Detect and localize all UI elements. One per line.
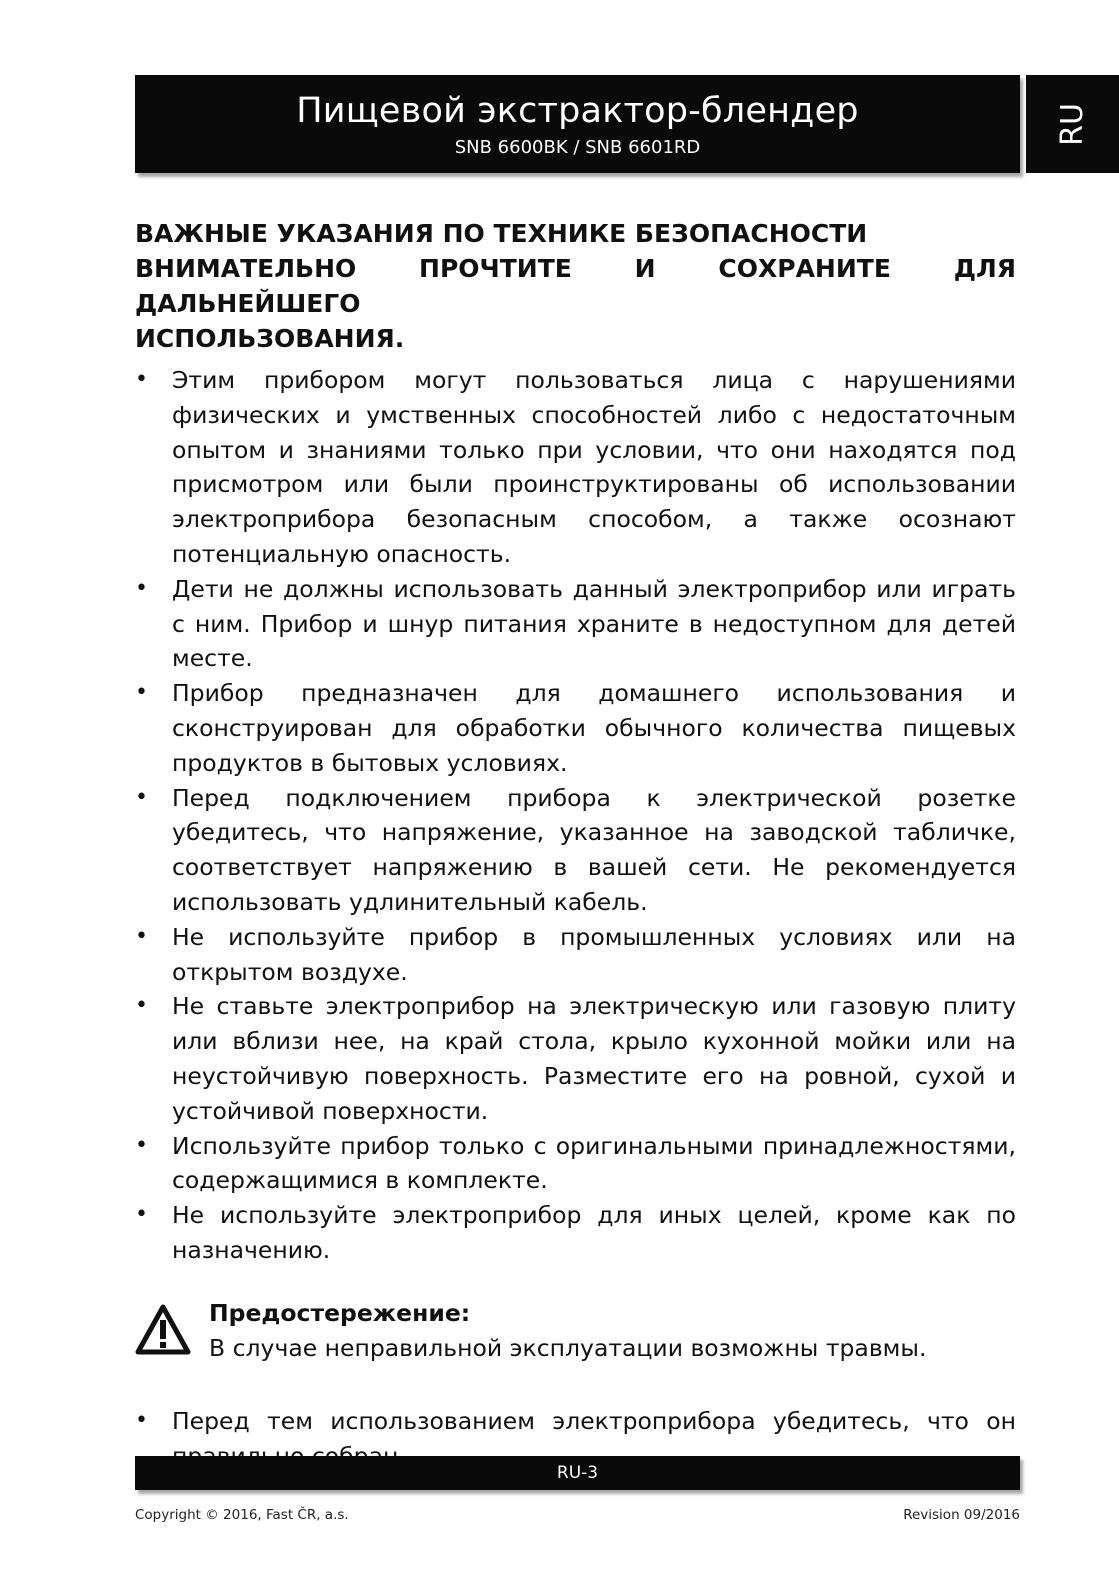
footer-bar <box>135 1456 1020 1490</box>
heading-line-3: ИСПОЛЬЗОВАНИЯ. <box>135 324 405 353</box>
warning-title: Предостережение: <box>209 1298 471 1327</box>
list-item: • Используйте прибор только с оригинальными принадлежностями, содержащимися в комплекте. <box>135 1129 1016 1199</box>
language-tab <box>1026 75 1119 173</box>
heading-line-1: ВАЖНЫЕ УКАЗАНИЯ ПО ТЕХНИКЕ БЕЗОПАСНОСТИ <box>135 219 868 248</box>
list-item: • Дети не должны использовать данный электроприбор или играть с ним. Прибор и шнур питания храните в недоступном для детей месте. <box>135 572 1016 676</box>
list-item: • Перед подключением прибора к электрической розетке убедитесь, что напряжение, указанное на заводской табличке, соответствует напряжению в вашей сети. Не рекомендуется использовать удлинительный кабель. <box>135 781 1016 920</box>
list-item: • Прибор предназначен для домашнего использования и сконструирован для обработки обычного количества пищевых продуктов в бытовых условиях. <box>135 676 1016 780</box>
warning-block <box>135 1298 1016 1374</box>
model-numbers: SNB 6600BK / SNB 6601RD <box>454 137 701 158</box>
safety-list <box>135 363 1016 1268</box>
copyright-notice: Copyright © 2016, Fast ČR, a.s. <box>135 1507 349 1523</box>
revision-label: Revision 09/2016 <box>903 1507 1020 1523</box>
list-item: • Не используйте прибор в промышленных условиях или на открытом воздухе. <box>135 920 1016 990</box>
list-item: • Этим прибором могут пользоваться лица с нарушениями физических и умственных способностей либо с недостаточным опытом и знаниями только при условии, что они находятся под присмотром или были проинструктированы об использовании электроприбора безопасным способом, а также осознают потенциальную опасность. <box>135 363 1016 572</box>
warning-text: В случае неправильной эксплуатации возможны травмы. <box>209 1333 927 1362</box>
warning-triangle-icon <box>135 1304 191 1356</box>
language-code: RU <box>1055 102 1090 146</box>
list-item: • Не используйте электроприбор для иных целей, кроме как по назначению. <box>135 1198 1016 1268</box>
header-bar <box>135 75 1020 173</box>
list-item: • Не ставьте электроприбор на электрическую или газовую плиту или вблизи нее, на край стола, крыло кухонной мойки или на неустойчивую поверхность. Разместите его на ровной, сухой и устойчивой поверхности. <box>135 989 1016 1128</box>
heading-line-2: ВНИМАТЕЛЬНО ПРОЧТИТЕ И СОХРАНИТЕ ДЛЯ ДАЛЬНЕЙШЕГО <box>135 254 1016 318</box>
document-title: Пищевой экстрактор-блендер <box>296 91 859 131</box>
safety-heading <box>135 216 1016 356</box>
list-item: • Перед тем использованием электроприбора убедитесь, что он <box>135 1404 1016 1474</box>
main-content <box>135 216 1016 1473</box>
page-number: RU-3 <box>556 1463 599 1483</box>
